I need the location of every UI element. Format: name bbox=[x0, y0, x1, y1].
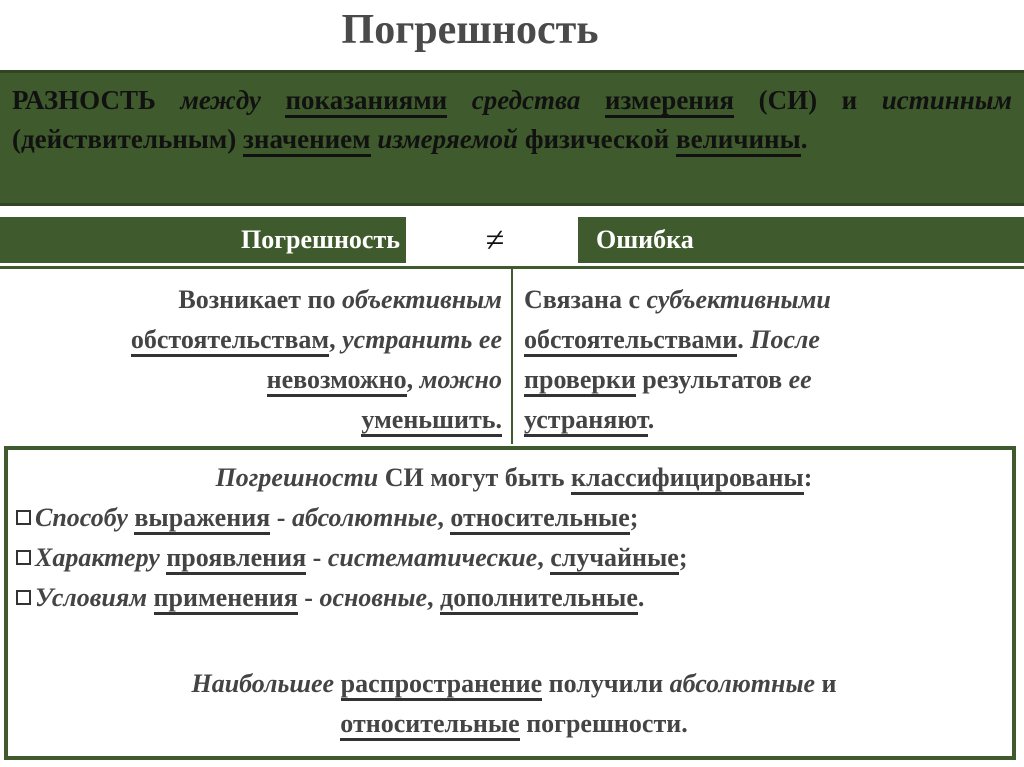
tab-pogreshnost: Погрешность bbox=[0, 217, 406, 263]
classification-box bbox=[4, 446, 1016, 760]
page-title: Погрешность bbox=[341, 7, 599, 53]
checkbox-bullet-icon bbox=[16, 590, 31, 605]
checkbox-bullet-icon bbox=[16, 510, 31, 525]
classification-footer: Наибольшее распространение получили абсолютные и относительные погрешности. bbox=[16, 664, 1012, 744]
classification-item: Условиям применения - основные, дополнительные. bbox=[16, 578, 1012, 618]
tab-oshibka: Ошибка bbox=[578, 217, 1024, 263]
not-equal-sign: ≠ bbox=[485, 222, 505, 259]
right-column-text: Связана с субъективными обстоятельствами. После проверки результатов ее устраняют. bbox=[524, 280, 994, 440]
checkbox-bullet-icon bbox=[16, 550, 31, 565]
classification-item: Характеру проявления - систематические, случайные; bbox=[16, 538, 1012, 578]
definition-text: РАЗНОСТЬ между показаниями средства измерения (СИ) и истинным (действительным) значением измеряемой физической величины. bbox=[12, 81, 1012, 159]
classification-heading: Погрешности СИ могут быть классифицированы: bbox=[16, 458, 1012, 498]
classification-item: Способу выражения - абсолютные, относительные; bbox=[16, 498, 1012, 538]
column-divider bbox=[511, 268, 513, 444]
definition-box bbox=[0, 70, 1024, 206]
left-column-text: Возникает по объективным обстоятельствам, устранить ее невозможно, можно уменьшить. bbox=[8, 280, 502, 440]
